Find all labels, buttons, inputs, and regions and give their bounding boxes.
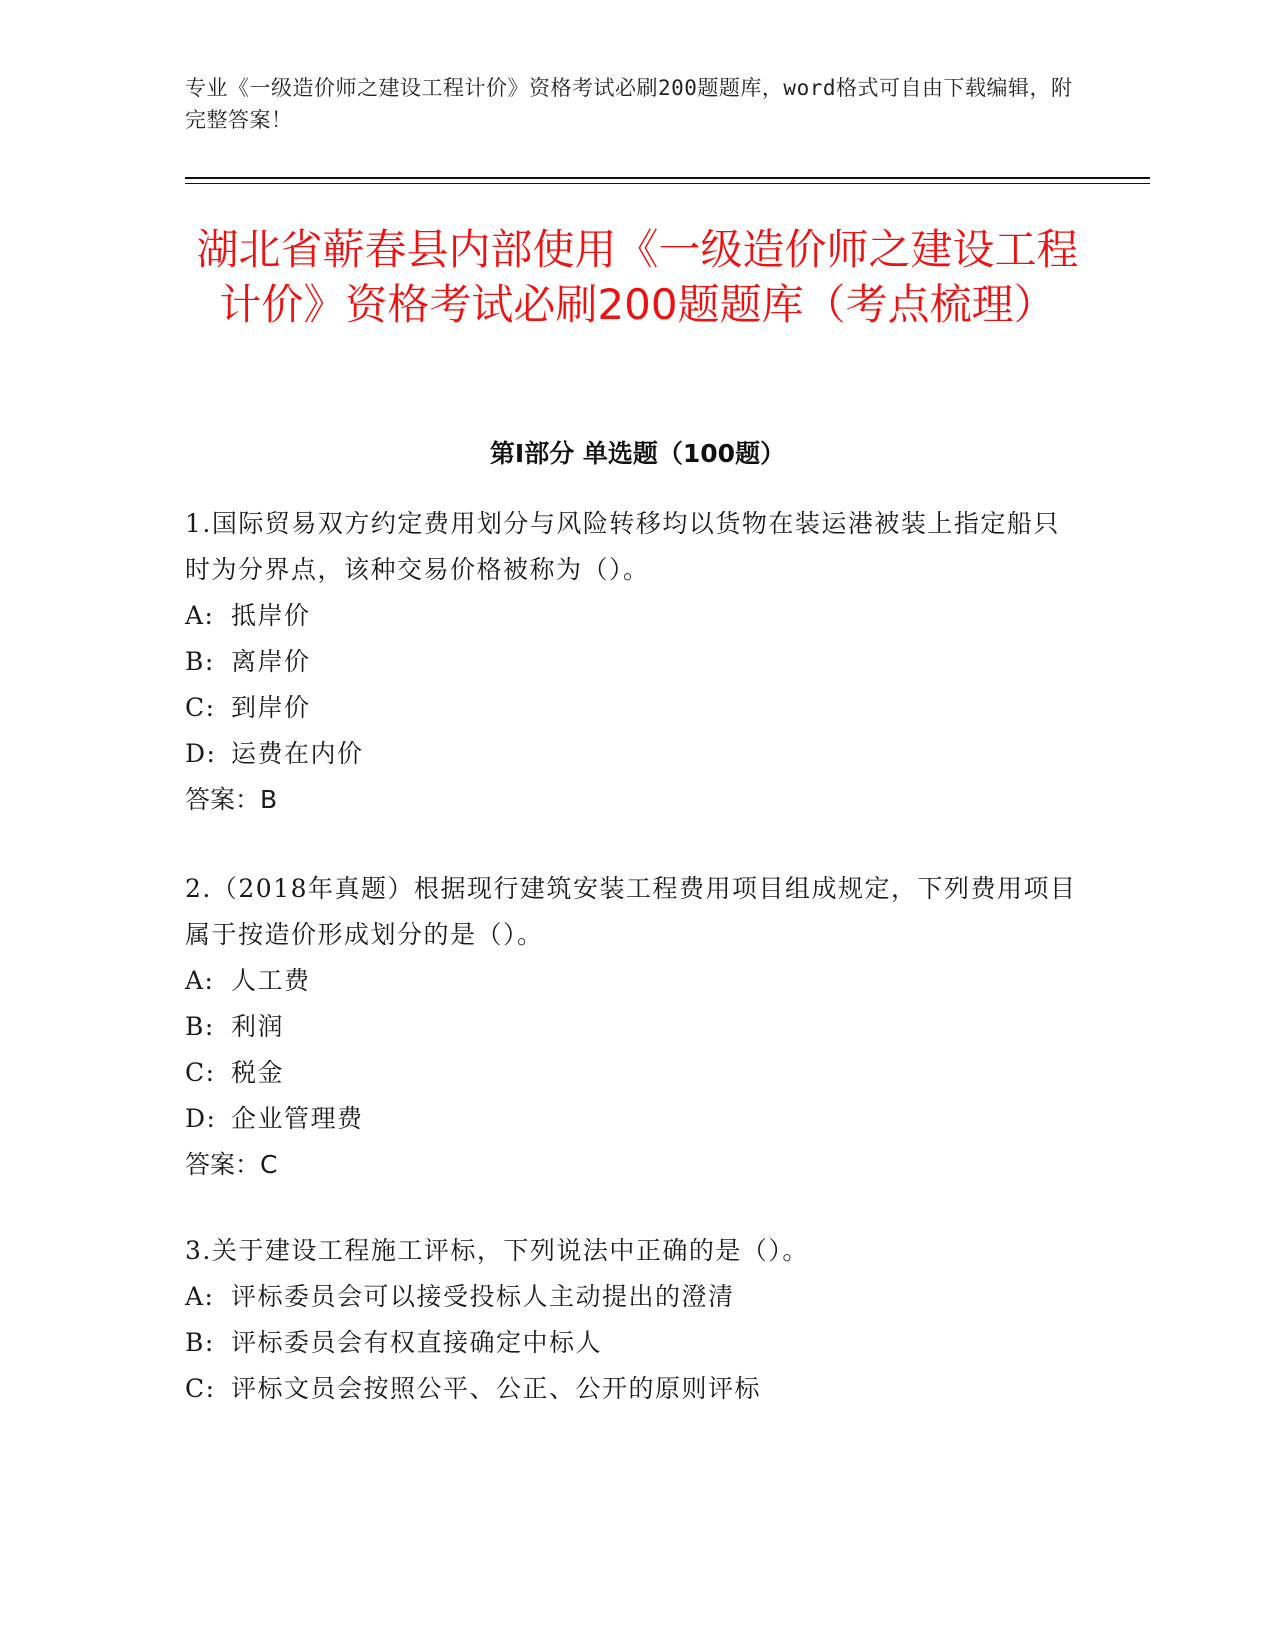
option-c [185, 1050, 1085, 1096]
question-3 [185, 1228, 1085, 1412]
section-title: 第I部分 单选题（100题） [489, 439, 786, 468]
question-stem: 1.国际贸易双方约定费用划分与风险转移均以货物在装运港被装上指定船只时为分界点，该种交易价格被称为（）。 [185, 509, 1060, 584]
option-text: 运费在内价 [231, 739, 364, 768]
option-letter: B: [185, 1328, 215, 1357]
header-note: 专业《一级造价师之建设工程计价》资格考试必刷200题题库，word格式可自由下载编辑，附完整答案！ [185, 76, 1073, 132]
option-c [185, 1366, 1085, 1412]
option-text: 评标文员会按照公平、公正、公开的原则评标 [231, 1374, 762, 1403]
option-d [185, 1096, 1085, 1142]
header-divider-thin [185, 183, 1150, 184]
option-d [185, 731, 1085, 777]
option-letter: D: [185, 739, 217, 768]
option-a [185, 593, 1085, 639]
question-2 [185, 866, 1085, 1188]
option-text: 利润 [231, 1012, 285, 1041]
question-stem: 3.关于建设工程施工评标，下列说法中正确的是（）。 [185, 1236, 809, 1265]
question-1 [185, 501, 1085, 823]
option-text: 评标委员会有权直接确定中标人 [231, 1328, 603, 1357]
option-b [185, 1320, 1085, 1366]
option-text: 抵岸价 [231, 601, 311, 630]
option-letter: A: [185, 966, 215, 995]
option-text: 评标委员会可以接受投标人主动提出的澄清 [231, 1282, 735, 1311]
option-letter: C: [185, 1058, 216, 1087]
option-letter: C: [185, 1374, 216, 1403]
option-text: 税金 [231, 1058, 285, 1087]
option-letter: A: [185, 1282, 215, 1311]
option-text: 人工费 [231, 966, 311, 995]
option-text: 到岸价 [231, 693, 311, 722]
option-a [185, 1274, 1085, 1320]
option-letter: B: [185, 1012, 215, 1041]
answer-line: 答案：B [185, 785, 278, 814]
option-letter: C: [185, 693, 216, 722]
header-divider-thick [185, 177, 1150, 179]
option-c [185, 685, 1085, 731]
question-stem: 2.（2018年真题）根据现行建筑安装工程费用项目组成规定，下列费用项目属于按造价形成划分的是（）。 [185, 874, 1077, 949]
option-letter: D: [185, 1104, 217, 1133]
option-letter: A: [185, 601, 215, 630]
option-b [185, 1004, 1085, 1050]
option-text: 企业管理费 [231, 1104, 364, 1133]
option-b [185, 639, 1085, 685]
answer-line: 答案：C [185, 1150, 278, 1179]
option-text: 离岸价 [231, 647, 311, 676]
option-a [185, 958, 1085, 1004]
document-title: 湖北省蕲春县内部使用《一级造价师之建设工程计价》资格考试必刷200题题库（考点梳理） [196, 225, 1079, 329]
option-letter: B: [185, 647, 215, 676]
